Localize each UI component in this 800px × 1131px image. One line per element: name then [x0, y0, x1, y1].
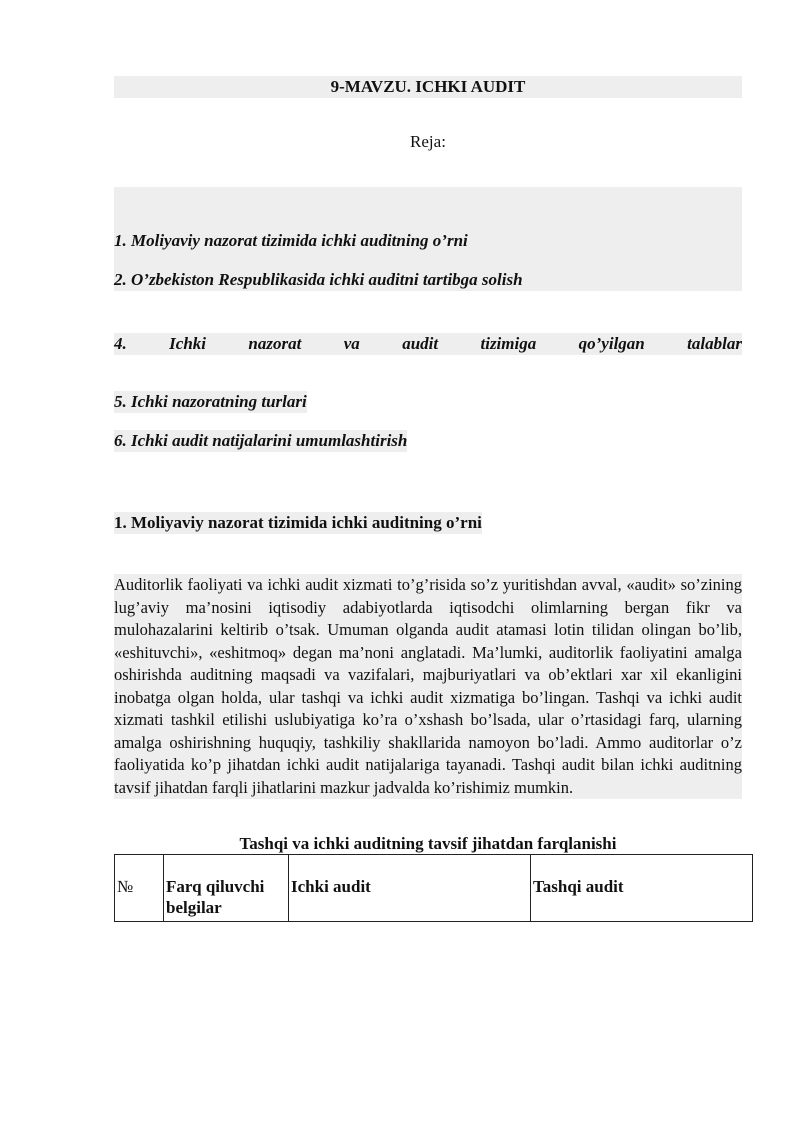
plan-item-6: 6. Ichki audit natijalarini umumlashtirish [114, 431, 408, 450]
body-paragraph: Auditorlik faoliyati va ichki audit xizmati to’g’risida so’z yuritishdan avval, «audit» so’zining lug’aviy ma’nosini iqtisodiy adabiyotlarda iqtisodchi olimlarning bergan fikr va mulohazalarini keltirib o’tsak. Umuman olganda audit atamasi lotin tilidan olingan bo’lib, «eshituvchi», «eshitmoq» degan ma’noni anglatadi. Ma’lumki, auditorlik faoliyatini amalga oshirishda auditning maqsadi va vazifalari, majburiyatlari va ob’ektlari xar xil ekanligini inobatga olgan holda, ular tashqi va ichki audit xizmatiga bo’lingan. Tashqi va ichki audit xizmati tashkil etilishi uslubiyatiga ko’ra o’xshash bo’lsada, ular o’rtasidagi farq, ularning amalga oshirishning huquqiy, tashkiliy shakllarida namoyon bo’ladi. Ammo auditorlar o’z faoliyatida ko’p jihatdan ichki audit natijalariga tayanadi. Tashqi audit bilan ichki auditning tavsif jihatdan farqli jihatlarini mazkur jadvalda ko’rishimiz mumkin. [114, 574, 742, 799]
table-caption: Tashqi va ichki auditning tavsif jihatdan farqlanishi [239, 834, 617, 853]
plan-item-4-word: talablar [687, 334, 742, 353]
plan-item-4-word: qo’yilgan [578, 334, 645, 353]
plan-item-4-word: va [343, 334, 360, 353]
plan-item-4-word: tizimiga [480, 334, 537, 353]
table-header-number: № [115, 855, 164, 922]
plan-item-4 [114, 333, 742, 355]
section-heading: 1. Moliyaviy nazorat tizimida ichki auditning o’rni [114, 513, 482, 532]
plan-label: Reja: [410, 132, 446, 151]
plan-item-5: 5. Ichki nazoratning turlari [114, 392, 307, 411]
plan-item-4-word: nazorat [248, 334, 302, 353]
plan-item-4-word: Ichki [169, 334, 206, 353]
table-header-external-audit: Tashqi audit [531, 855, 753, 922]
plan-item-2: 2. O’zbekiston Respublikasida ichki auditni tartibga solish [114, 270, 523, 289]
table-header-criteria: Farq qiluvchi belgilar [164, 855, 289, 922]
comparison-table [114, 854, 753, 922]
plan-item-4-word: 4. [114, 334, 127, 353]
table-header-row [115, 855, 753, 922]
table-header-internal-audit: Ichki audit [289, 855, 531, 922]
plan-item-1: 1. Moliyaviy nazorat tizimida ichki auditning o’rni [114, 231, 468, 250]
document-title: 9-MAVZU. ICHKI AUDIT [114, 76, 742, 98]
plan-item-4-word: audit [402, 334, 439, 353]
